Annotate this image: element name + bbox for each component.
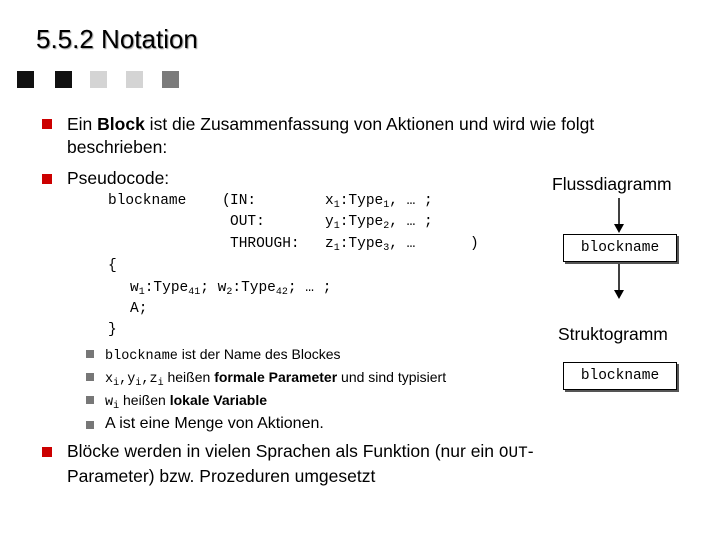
code-close-paren: ) — [470, 236, 479, 252]
bullet-text: Pseudocode: — [67, 168, 170, 188]
sub-bullet-local-vars: $w_i$ heißen lokale Variable — [105, 392, 268, 412]
flow-diagram-label: Flussdiagramm — [552, 174, 672, 194]
code-out-params: $y_1:Type_2$, … ; — [325, 214, 433, 232]
sub-bullet-parameters: $x_i,y_i,z_i$ heißen formale Parameter und sind typisiert — [105, 369, 447, 389]
flow-block-box: blockname — [563, 234, 677, 262]
struktogramm-label: Struktogramm — [558, 324, 668, 344]
code-close-brace: } — [108, 322, 117, 338]
page-title: 5.5.2 Notation — [36, 24, 198, 54]
bullet-text-continued: Parameter) bzw. Prozeduren umgesetzt — [67, 466, 376, 486]
code-through-params: $z_1:Type_3$, … — [325, 236, 416, 254]
code-actions: A; — [130, 301, 148, 317]
code-blockname: blockname — [108, 193, 187, 209]
code-open-paren: ( — [222, 193, 231, 209]
code-out-label: OUT: — [230, 214, 265, 230]
bullet-text: Ein Block ist die Zusammenfassung von Aktionen und wird wie folgt — [67, 114, 595, 134]
code-open-brace: { — [108, 258, 117, 274]
sub-bullet-marker — [86, 421, 94, 429]
sub-bullet-actions: A ist eine Menge von Aktionen. — [105, 415, 324, 432]
code-in-params: $x_1:Type_1$, … ; — [325, 193, 433, 211]
bullet-text: Blöcke werden in vielen Sprachen als Funktion (nur ein OUT- — [67, 441, 534, 462]
sub-bullet-marker — [86, 373, 94, 381]
bullet-text-continued: beschrieben: — [67, 137, 168, 157]
struktogramm-block-box: blockname — [563, 362, 677, 390]
code-in-label: IN: — [230, 193, 257, 209]
sub-bullet-marker — [86, 396, 94, 404]
sub-bullet-marker — [86, 350, 94, 358]
code-local-vars: $w_1:Type_{41}$; $w_2:Type_{42}$; … ; — [130, 280, 332, 298]
code-through-label: THROUGH: — [230, 236, 300, 252]
bullet-marker — [42, 447, 52, 457]
sub-bullet-blockname: blockname ist der Name des Blockes — [105, 346, 341, 364]
